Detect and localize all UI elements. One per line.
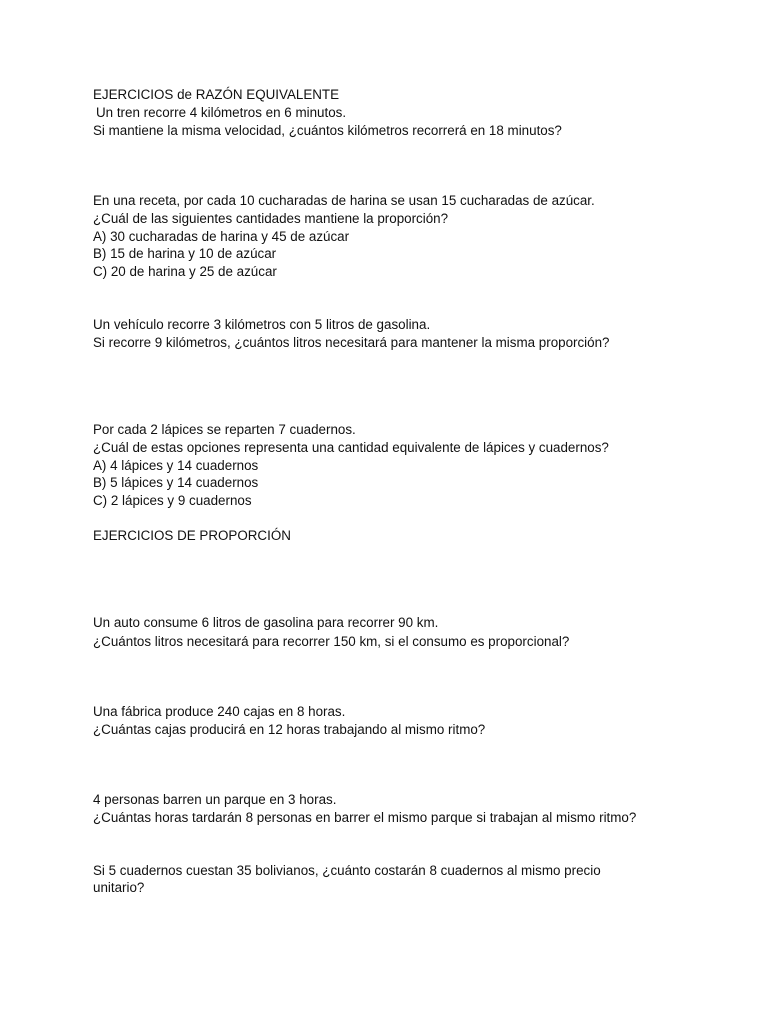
- exercise-4-option-c: C) 2 lápices y 9 cuadernos: [93, 493, 252, 508]
- section-heading-razon-equivalente: EJERCICIOS de RAZÓN EQUIVALENTE: [93, 87, 340, 102]
- exercise-7-statement: 4 personas barren un parque en 3 horas.: [93, 792, 337, 807]
- exercise-4-option-b: B) 5 lápices y 14 cuadernos: [93, 475, 259, 490]
- exercise-2-question: ¿Cuál de las siguientes cantidades mantiene la proporción?: [93, 211, 449, 226]
- exercise-7-question: ¿Cuántas horas tardarán 8 personas en barrer el mismo parque si trabajan al mismo ritmo?: [93, 810, 637, 825]
- exercise-5-question: ¿Cuántos litros necesitará para recorrer 150 km, si el consumo es proporcional?: [93, 634, 570, 649]
- section-heading-proporcion: EJERCICIOS DE PROPORCIÓN: [93, 528, 291, 543]
- exercise-4-question: ¿Cuál de estas opciones representa una cantidad equivalente de lápices y cuadernos?: [93, 440, 609, 455]
- exercise-3-question: Si recorre 9 kilómetros, ¿cuántos litros necesitará para mantener la misma proporción?: [93, 335, 610, 350]
- exercise-2-option-b: B) 15 de harina y 10 de azúcar: [93, 246, 277, 261]
- exercise-8-question-line-2: unitario?: [93, 880, 145, 895]
- exercise-6-question: ¿Cuántas cajas producirá en 12 horas trabajando al mismo ritmo?: [93, 722, 486, 737]
- exercise-2-option-c: C) 20 de harina y 25 de azúcar: [93, 264, 277, 279]
- exercise-4-statement: Por cada 2 lápices se reparten 7 cuadernos.: [93, 422, 356, 437]
- exercise-2-option-a: A) 30 cucharadas de harina y 45 de azúcar: [93, 229, 350, 244]
- exercise-4-option-a: A) 4 lápices y 14 cuadernos: [93, 458, 259, 473]
- exercise-6-statement: Una fábrica produce 240 cajas en 8 horas.: [93, 704, 346, 719]
- exercise-1-question: Si mantiene la misma velocidad, ¿cuántos kilómetros recorrerá en 18 minutos?: [93, 123, 562, 138]
- exercise-5-statement: Un auto consume 6 litros de gasolina para recorrer 90 km.: [93, 615, 439, 630]
- exercise-1-statement: Un tren recorre 4 kilómetros en 6 minutos.: [96, 105, 347, 120]
- exercise-3-statement: Un vehículo recorre 3 kilómetros con 5 litros de gasolina.: [93, 317, 431, 332]
- exercise-2-statement: En una receta, por cada 10 cucharadas de harina se usan 15 cucharadas de azúcar.: [93, 193, 595, 208]
- exercise-8-question-line-1: Si 5 cuadernos cuestan 35 bolivianos, ¿cuánto costarán 8 cuadernos al mismo precio: [93, 863, 601, 878]
